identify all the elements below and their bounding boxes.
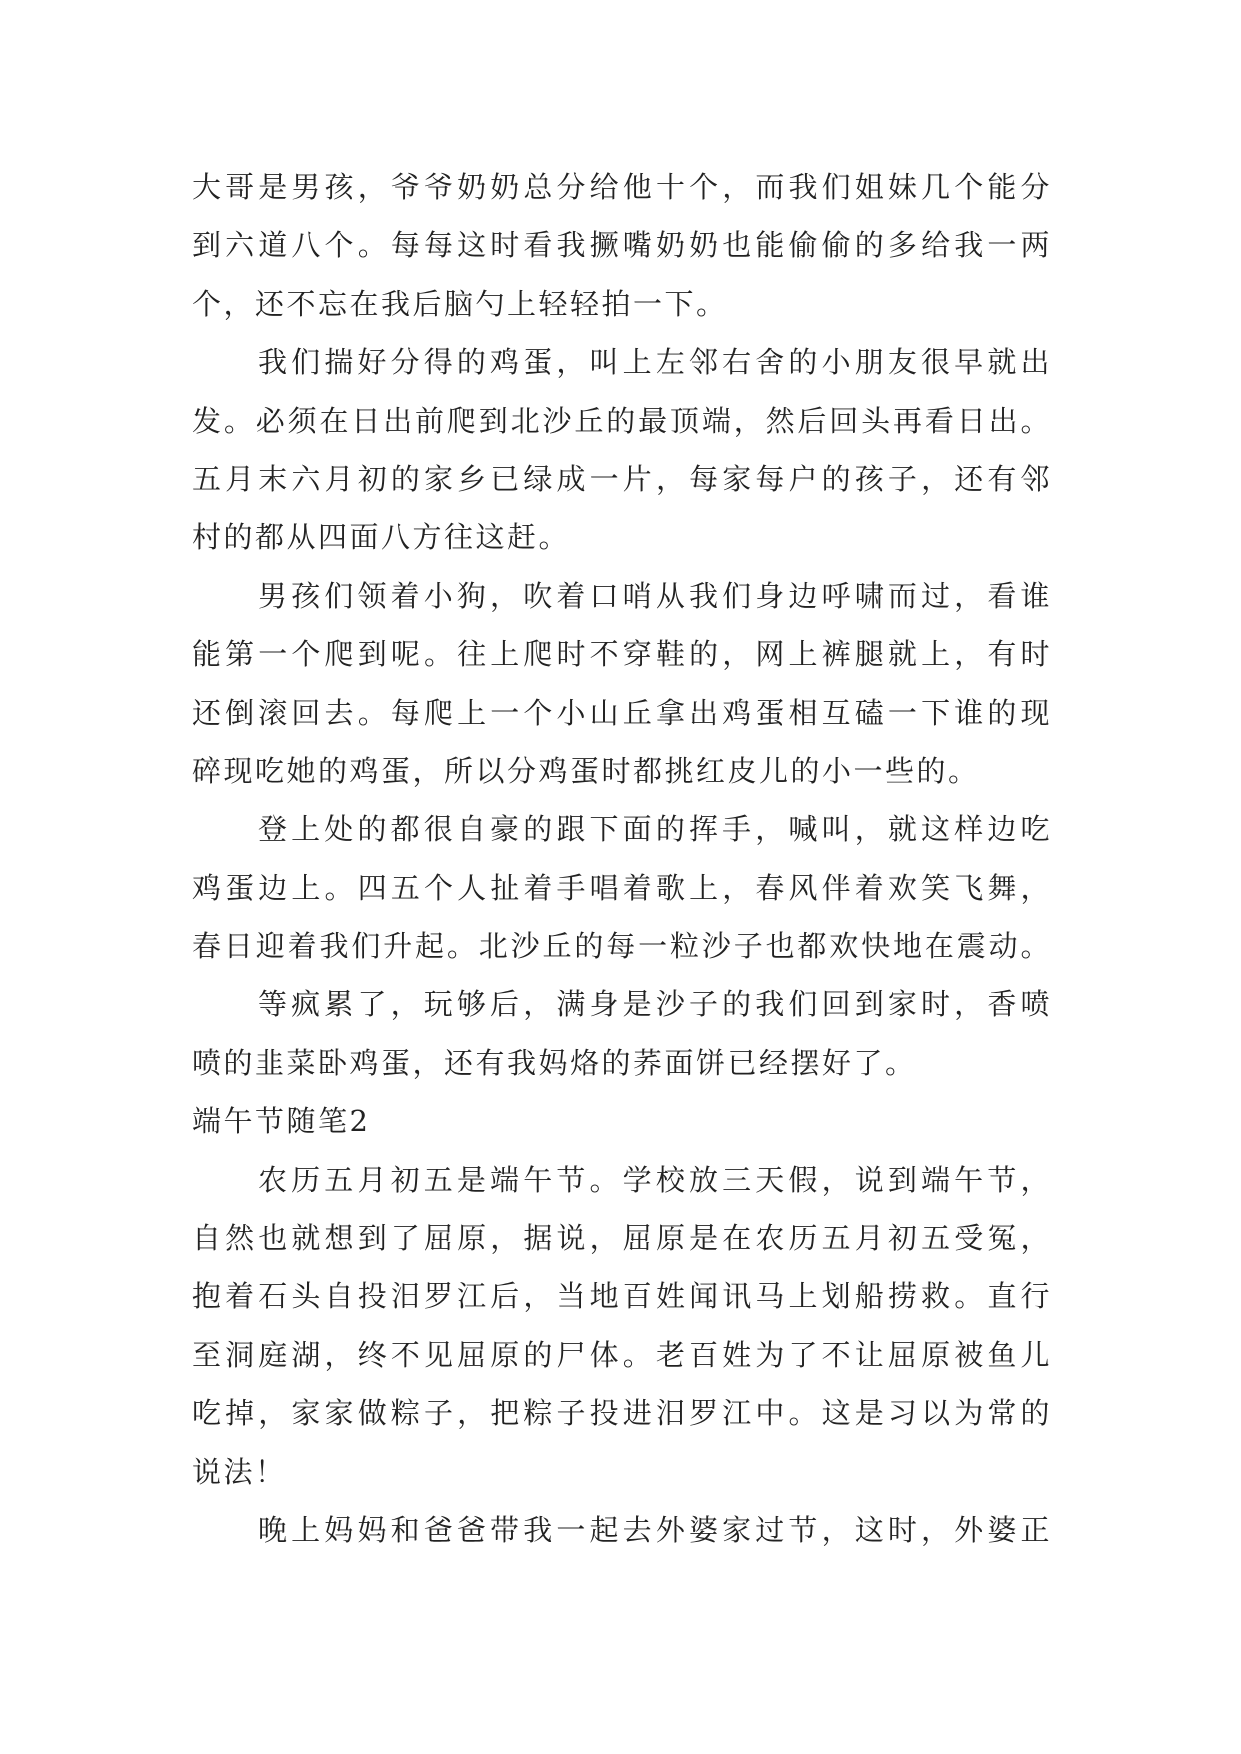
text-line: 鸡蛋边上。四五个人扯着手唱着歌上，春风伴着欢笑飞舞，: [192, 870, 1052, 905]
text-line: 至洞庭湖，终不见屈原的尸体。老百姓为了不让屈原被鱼儿: [192, 1337, 1052, 1372]
document-body: [192, 158, 1052, 1559]
text-line: 到六道八个。每每这时看我撅嘴奶奶也能偷偷的多给我一两: [192, 228, 1052, 263]
paragraph-first-line: 晚上妈妈和爸爸带我一起去外婆家过节，这时，外婆正: [258, 1512, 1052, 1547]
text-line: 自然也就想到了屈原，据说，屈原是在农历五月初五受冤，: [192, 1221, 1052, 1256]
text-line: 村的都从四面八方往这赶。: [192, 520, 571, 555]
paragraph-first-line: 农历五月初五是端午节。学校放三天假，说到端午节，: [258, 1162, 1052, 1197]
text-line: 还倒滚回去。每爬上一个小山丘拿出鸡蛋相互磕一下谁的现: [192, 695, 1052, 730]
paragraph-first-line: 我们揣好分得的鸡蛋，叫上左邻右舍的小朋友很早就出: [258, 345, 1052, 380]
paragraph-first-line: 登上处的都很自豪的跟下面的挥手，喊叫，就这样边吃: [258, 812, 1052, 847]
paragraph-first-line: 男孩们领着小狗，吹着口哨从我们身边呼啸而过，看谁: [258, 578, 1052, 613]
paragraph-first-line: 等疯累了，玩够后，满身是沙子的我们回到家时，香喷: [258, 987, 1052, 1022]
text-line: 抱着石头自投汨罗江后，当地百姓闻讯马上划船捞救。直行: [192, 1279, 1052, 1314]
text-line: 喷的韭菜卧鸡蛋，还有我妈烙的荞面饼已经摆好了。: [192, 1045, 917, 1080]
text-line: 发。必须在日出前爬到北沙丘的最顶端，然后回头再看日出。: [192, 403, 1052, 438]
text-line: 五月末六月初的家乡已绿成一片，每家每户的孩子，还有邻: [192, 461, 1052, 496]
text-line: 碎现吃她的鸡蛋，所以分鸡蛋时都挑红皮儿的小一些的。: [192, 753, 980, 788]
text-line: 说法！: [192, 1454, 287, 1489]
text-line: 吃掉，家家做粽子，把粽子投进汨罗江中。这是习以为常的: [192, 1396, 1052, 1431]
text-line: 大哥是男孩，爷爷奶奶总分给他十个，而我们姐妹几个能分: [192, 170, 1052, 204]
text-line: 个，还不忘在我后脑勺上轻轻拍一下。: [192, 286, 728, 321]
section-heading: 端午节随笔2: [192, 1104, 371, 1139]
text-line: 春日迎着我们升起。北沙丘的每一粒沙子也都欢快地在震动。: [192, 929, 1052, 964]
text-line: 能第一个爬到呢。往上爬时不穿鞋的，网上裤腿就上，有时: [192, 637, 1052, 672]
